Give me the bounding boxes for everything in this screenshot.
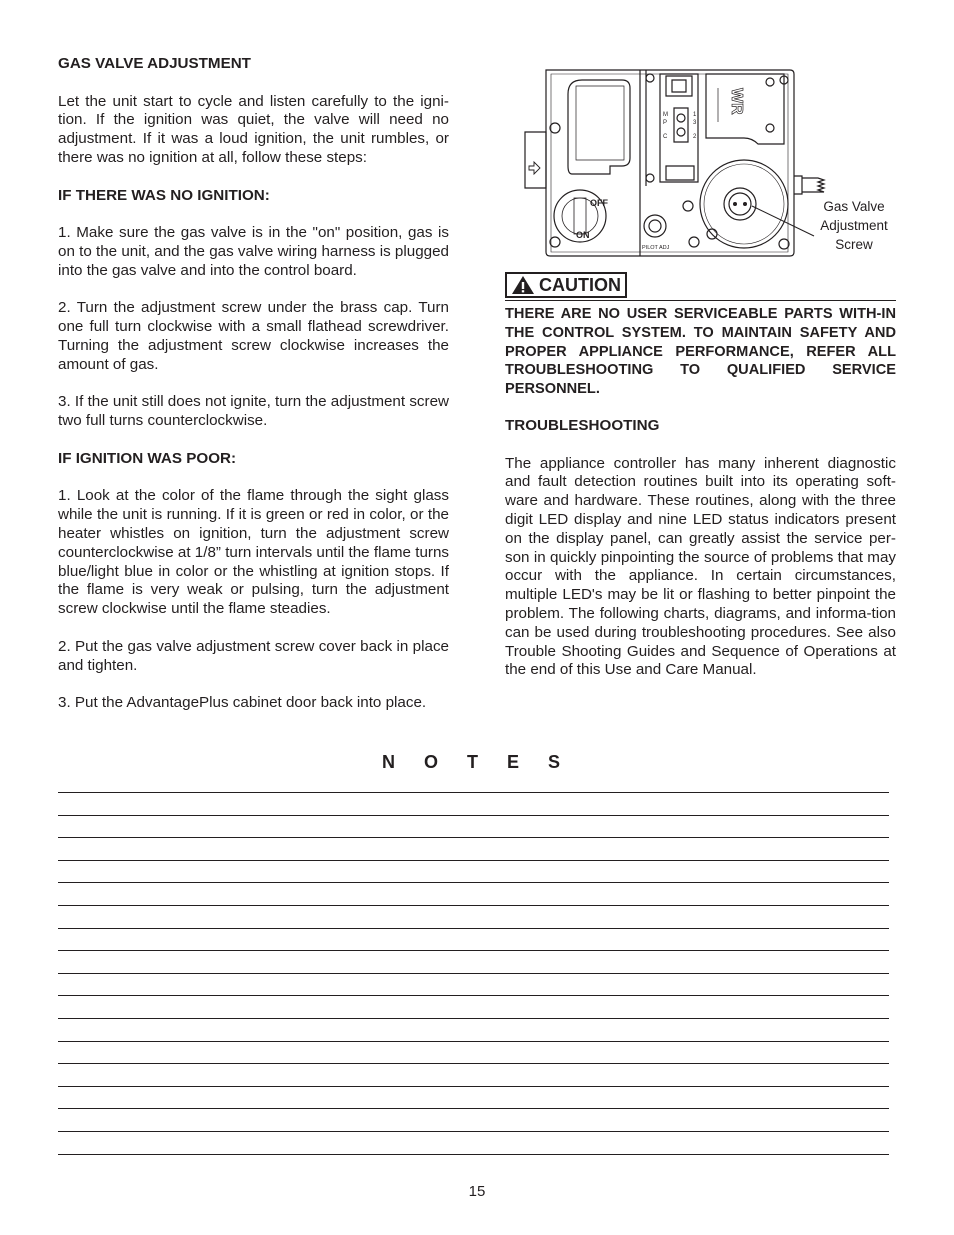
note-line — [58, 995, 889, 996]
no-ignition-step-3: 3. If the unit still does not ignite, turn the adjustment screw two full turns counterclockwise. — [58, 393, 449, 430]
note-line — [58, 1018, 889, 1019]
troubleshooting-body: The appliance controller has many inherent diagnostic and fault detection routines built into its operating soft-ware and hardware. These routines, along with the three digit LED display and nine LED status indicators present on the display panel, can greatly assist the service per-son in quickly pinpointing the source of problems that may occur with the appliance. In certain circumstances, multiple LED's may be lit or flashing to better pinpoint the problem. The following charts, diagrams, and informa-tion can be used during troubleshooting procedures. See also Trouble Shooting Guides and Sequence of Operations at the end of this Use and Care Manual. — [505, 454, 896, 679]
poor-ignition-step-3: 3. Put the AdvantagePlus cabinet door back into place. — [58, 694, 427, 712]
wr-logo-label: WR — [728, 88, 745, 115]
note-line — [58, 1154, 889, 1155]
terminal-2-label: 2 — [693, 134, 697, 140]
caution-header — [505, 272, 896, 300]
gas-valve-diagram — [522, 66, 840, 260]
off-label: OFF — [590, 198, 608, 208]
terminal-m-label: M — [663, 112, 668, 118]
troubleshooting-section — [505, 417, 896, 680]
note-line — [58, 928, 889, 929]
caution-text: THERE ARE NO USER SERVICEABLE PARTS WITH-IN THE CONTROL SYSTEM. TO MAINTAIN SAFETY AND PROPER APPLIANCE PERFORMANCE, REFER ALL TROUBLESHOOTING TO QUALIFIED SERVICE PERSONNEL. — [505, 306, 896, 398]
caution-divider — [505, 300, 896, 301]
page-number: 15 — [468, 1183, 486, 1200]
gas-valve-heading: GAS VALVE ADJUSTMENT — [58, 55, 251, 72]
note-line — [58, 905, 889, 906]
terminal-p-label: P — [663, 120, 668, 126]
poor-ignition-step-2: 2. Put the gas valve adjustment screw cover back in place and tighten. — [58, 637, 449, 674]
no-ignition-heading: IF THERE WAS NO IGNITION: — [58, 186, 270, 204]
warning-icon — [511, 275, 535, 295]
no-ignition-step-2: 2. Turn the adjustment screw under the brass cap. Turn one full turn clockwise with a small flathead screwdriver. Turning the adjustment screw clockwise increases the amount of gas. — [58, 299, 449, 373]
note-line — [58, 1131, 889, 1132]
pilot-adj-label: PILOT ADJ — [642, 245, 670, 251]
poor-ignition-heading: IF IGNITION WAS POOR: — [58, 449, 237, 467]
caution-label: CAUTION — [539, 274, 621, 295]
callout-line-2: Adjustment — [820, 218, 888, 233]
terminal-c-label: C — [663, 134, 668, 140]
note-line — [58, 837, 889, 838]
gas-valve-intro: Let the unit start to cycle and listen carefully to the igni-tion. If the ignition was quiet, the valve will need no adjustment. If it was a loud ignition, the unit rumbles, or there was no ignition at all, follow these steps: — [58, 92, 449, 166]
no-ignition-step-1: 1. Make sure the gas valve is in the "on" position, gas is on to the unit, and the gas valve wiring harness is plugged into the gas valve and into the control board. — [58, 224, 449, 279]
poor-ignition-step-1: 1. Look at the color of the flame through the sight glass while the unit is running. If it is green or red in color, or the heater whistles on ignition, turn the adjustment screw counterclockwise at 1/8” turn intervals until the flame turns blue/light blue in color or the whistling at ignition stops. If the flame is very weak or pulsing, turn the adjustment screw clockwise until the flame steadies. — [58, 487, 449, 618]
troubleshooting-heading: TROUBLESHOOTING — [505, 417, 660, 434]
notes-title: N O T E S — [381, 752, 572, 772]
note-line — [58, 1108, 889, 1109]
note-line — [58, 1041, 889, 1042]
terminal-3-label: 3 — [693, 120, 697, 126]
note-line — [58, 860, 889, 861]
note-line — [58, 950, 889, 951]
on-label: ON — [576, 230, 590, 240]
callout-line-1: Gas Valve — [823, 199, 885, 214]
terminal-1-label: 1 — [693, 112, 697, 118]
note-line — [58, 1086, 889, 1087]
note-line — [58, 792, 889, 793]
note-line — [58, 815, 889, 816]
note-line — [58, 882, 889, 883]
adjustment-screw-callout — [816, 197, 892, 254]
note-line — [58, 973, 889, 974]
callout-line-3: Screw — [835, 237, 873, 252]
caution-badge — [505, 272, 627, 298]
note-line — [58, 1063, 889, 1064]
left-column — [58, 55, 449, 713]
